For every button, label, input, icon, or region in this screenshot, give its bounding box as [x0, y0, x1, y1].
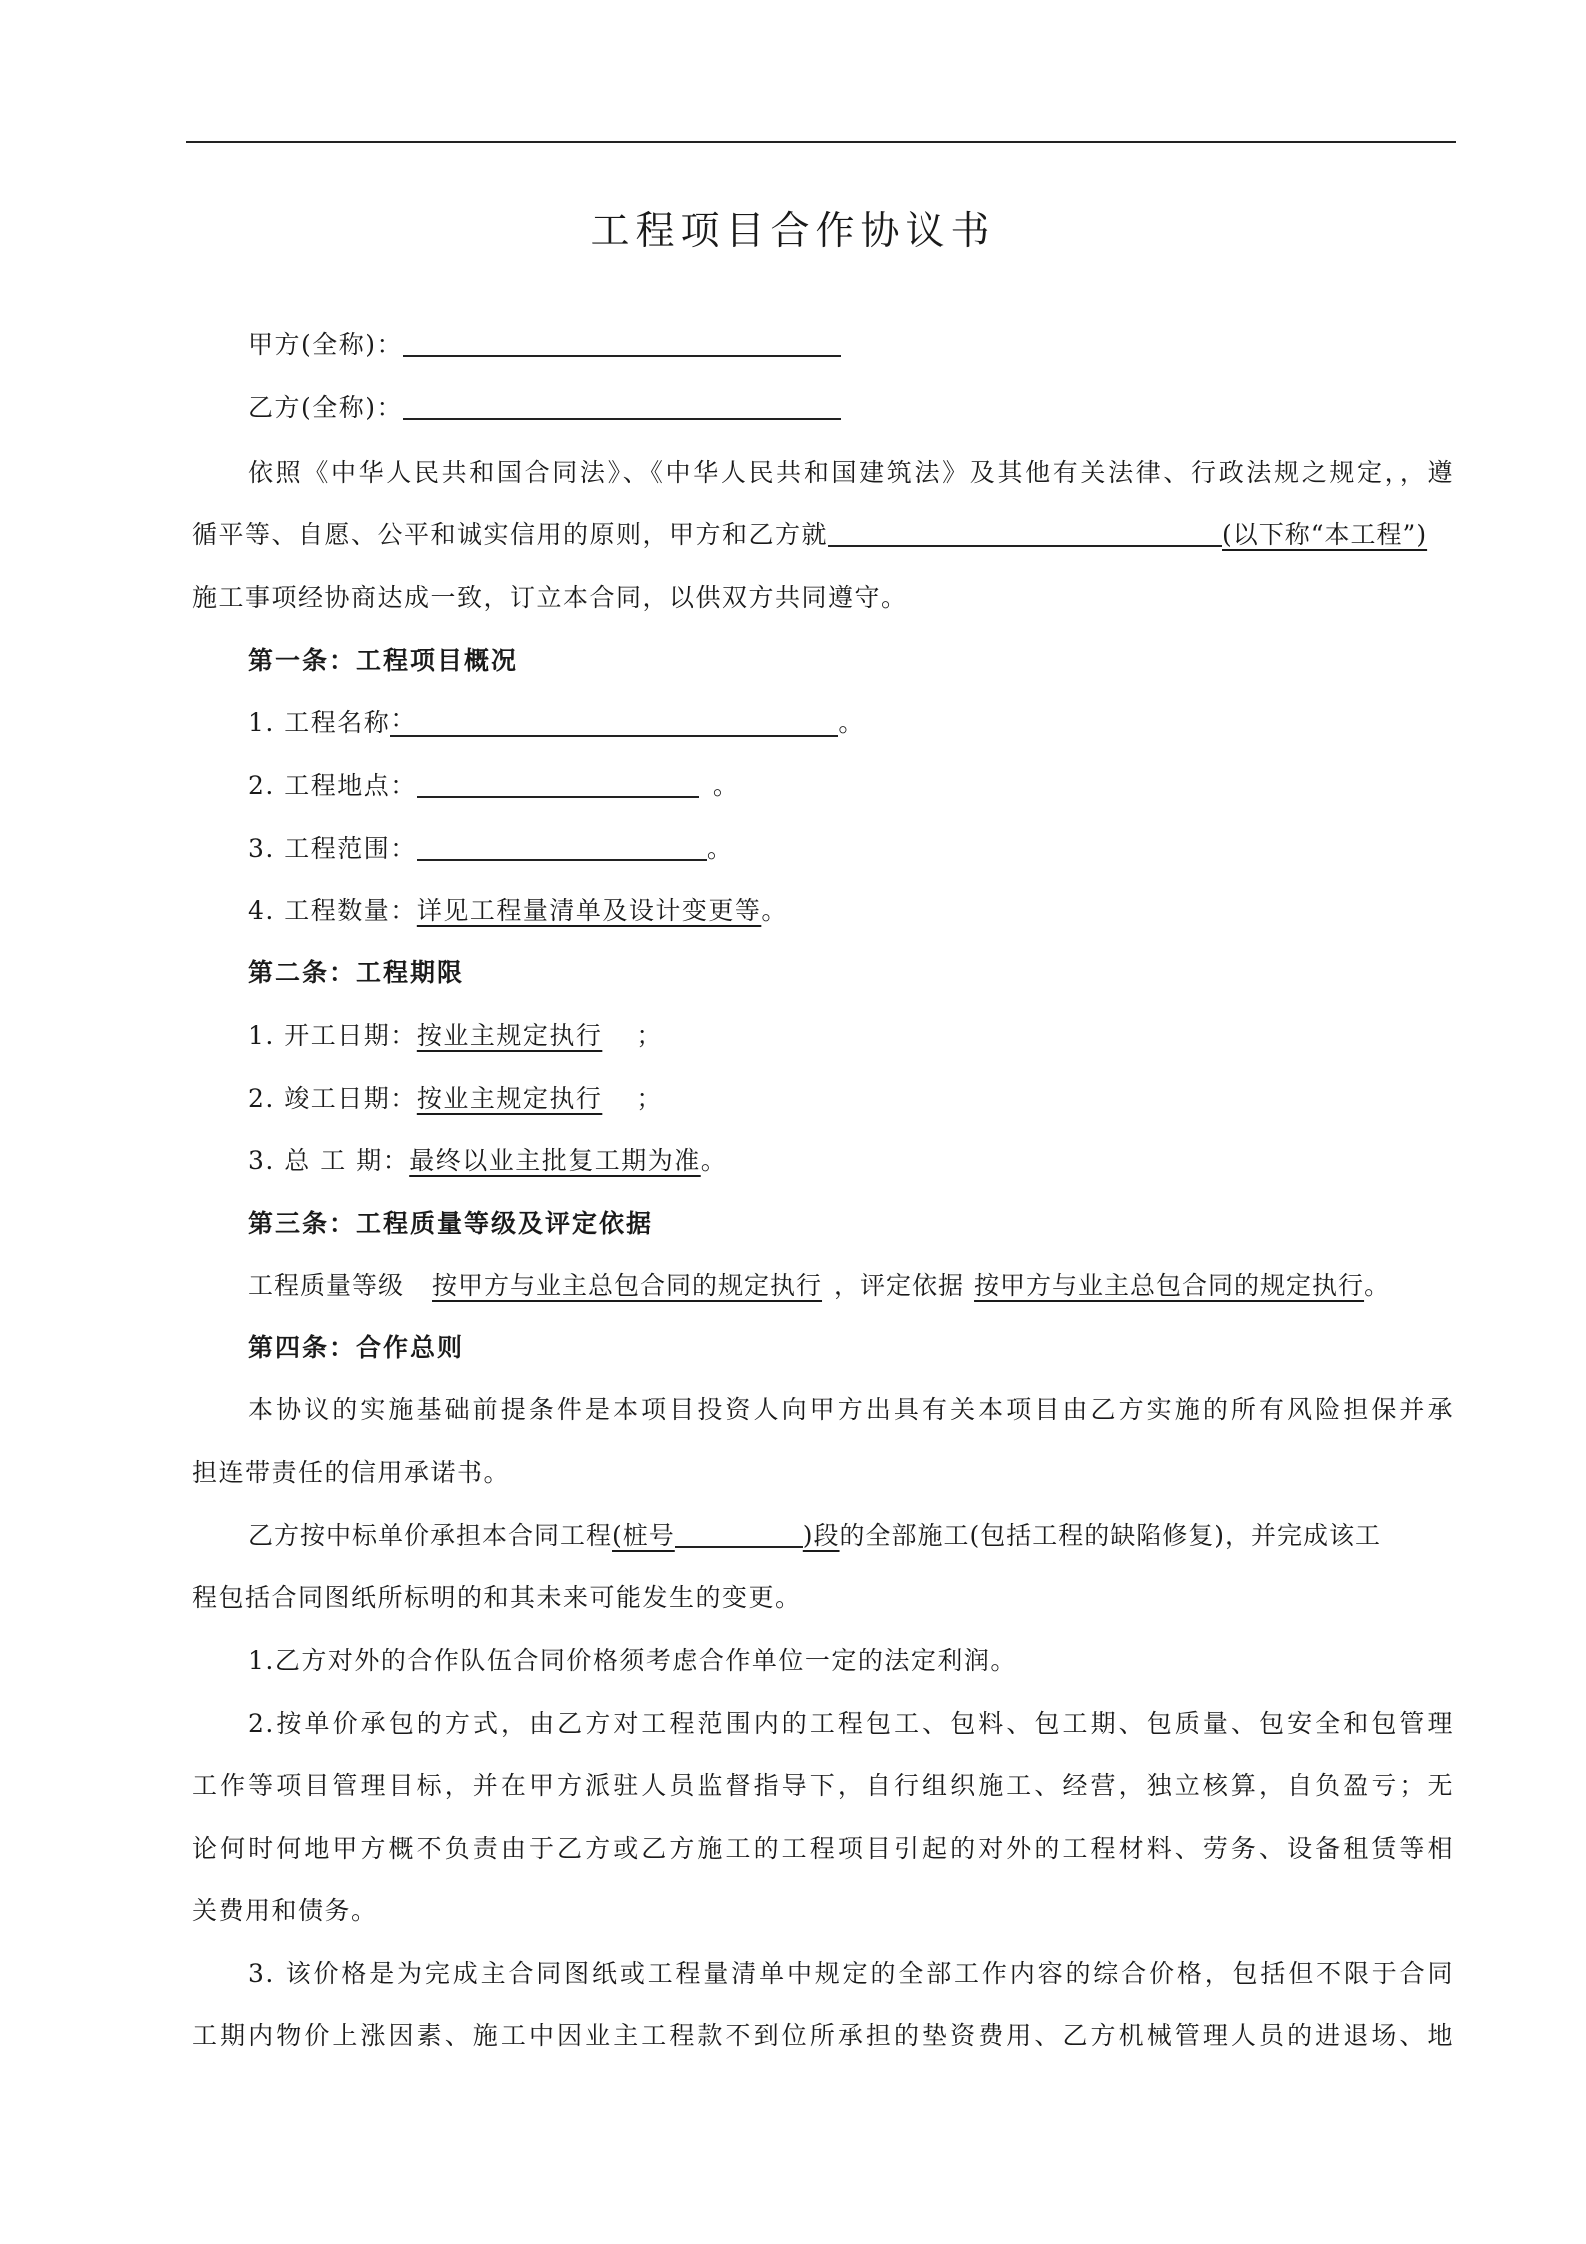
preamble-line-3: 施工事项经协商达成一致，订立本合同，以供双方共同遵守。: [192, 583, 908, 612]
article-3-body: 工程质量等级 按甲方与业主总包合同的规定执行 ，评定依据 按甲方与业主总包合同的规定执行。: [248, 1271, 1391, 1300]
article-3-heading: 第三条：工程质量等级及评定依据: [248, 1209, 654, 1238]
project-location-input[interactable]: [417, 770, 699, 798]
start-date-label: 1. 开工日期：: [248, 1021, 417, 1050]
project-name-field[interactable]: [828, 519, 1222, 547]
article-2-item-1: 1. 开工日期：按业主规定执行 ；: [248, 1021, 663, 1050]
article-2-heading: 第二条：工程期限: [248, 958, 465, 987]
project-scope-input[interactable]: [417, 833, 707, 861]
article-2-item-2: 2. 竣工日期：按业主规定执行 ；: [248, 1084, 663, 1113]
party-b-label: 乙方(全称)：: [248, 393, 404, 422]
project-scope-label: 3. 工程范围：: [248, 834, 417, 863]
assessment-basis-label: ，评定依据: [834, 1271, 965, 1300]
article-1-item-4: 4. 工程数量：详见工程量清单及设计变更等。: [248, 896, 788, 925]
article-1-item-2: 2. 工程地点： 。: [248, 771, 740, 800]
article-4-item-3-line-1: 3. 该价格是为完成主合同图纸或工程量清单中规定的全部工作内容的综合价格，包括但不限于合同: [248, 1959, 1454, 1988]
article-4-item-1: 1.乙方对外的合作队伍合同价格须考虑合作单位一定的法定利润。: [248, 1646, 1017, 1675]
article-4-item-2-line-4: 关费用和债务。: [192, 1896, 378, 1925]
article-4-heading: 第四条：合作总则: [248, 1333, 465, 1362]
party-a-field[interactable]: [403, 329, 841, 357]
article-4-p2-line-1: 乙方按中标单价承担本合同工程(桩号 )段的全部施工(包括工程的缺陷修复)，并完成该工: [248, 1521, 1382, 1550]
party-a-label: 甲方(全称)：: [248, 330, 404, 359]
article-1-item-3: 3. 工程范围： 。: [248, 834, 734, 863]
quality-grade-label: 工程质量等级: [248, 1271, 405, 1300]
completion-date-value: 按业主规定执行: [416, 1084, 603, 1113]
preamble-line-2: [192, 517, 1427, 553]
article-4-p1-line-2: 担连带责任的信用承诺书。: [192, 1458, 511, 1487]
document-title: 工程项目合作协议书: [590, 209, 996, 254]
stake-range-open: (桩号: [612, 1521, 675, 1550]
party-b-row: [248, 390, 841, 426]
preamble-line-2-prefix: 循平等、自愿、公平和诚实信用的原则，甲方和乙方就: [192, 520, 829, 549]
project-name-input[interactable]: ：: [390, 709, 838, 737]
completion-date-label: 2. 竣工日期：: [248, 1084, 417, 1113]
stake-range-field[interactable]: [675, 1520, 803, 1548]
project-name-label: 1. 工程名称: [248, 708, 391, 737]
article-4-p1-line-1: 本协议的实施基础前提条件是本项目投资人向甲方出具有关本项目由乙方实施的所有风险担保并承: [248, 1395, 1454, 1424]
article-4-item-2-line-2: 工作等项目管理目标，并在甲方派驻人员监督指导下，自行组织施工、经营，独立核算，自负盈亏；无: [192, 1771, 1454, 1800]
project-location-label: 2. 工程地点：: [248, 771, 417, 800]
party-a-row: [248, 327, 841, 363]
project-quantity-value: 详见工程量清单及设计变更等: [416, 896, 762, 925]
assessment-basis-value: 按甲方与业主总包合同的规定执行: [974, 1271, 1365, 1300]
article-2-item-3: 3. 总 工 期：最终以业主批复工期为准。: [248, 1146, 728, 1175]
total-duration-value: 最终以业主批复工期为准: [409, 1146, 701, 1175]
article-4-item-2-line-1: 2.按单价承包的方式，由乙方对工程范围内的工程包工、包料、包工期、包质量、包安全和包管理: [248, 1709, 1454, 1738]
stake-range-close: )段: [802, 1521, 840, 1550]
article-1-item-1: 1. 工程名称： 。: [248, 704, 865, 737]
party-b-field[interactable]: [403, 392, 841, 420]
article-4-p2-line-2: 程包括合同图纸所标明的和其未来可能发生的变更。: [192, 1583, 802, 1612]
article-4-item-2-line-3: 论何时何地甲方概不负责由于乙方或乙方施工的工程项目引起的对外的工程材料、劳务、设备租赁等相: [192, 1834, 1454, 1863]
header-rule: [186, 141, 1456, 143]
quality-grade-value: 按甲方与业主总包合同的规定执行: [432, 1271, 823, 1300]
article-4-item-3-line-2: 工期内物价上涨因素、施工中因业主工程款不到位所承担的垫资费用、乙方机械管理人员的进退场、地: [192, 2021, 1454, 2050]
preamble-line-1: 依照《中华人民共和国合同法》、《中华人民共和国建筑法》及其他有关法律、行政法规之规定，，遵: [248, 458, 1454, 487]
start-date-value: 按业主规定执行: [416, 1021, 603, 1050]
article-1-heading: 第一条：工程项目概况: [248, 646, 519, 675]
total-duration-label: 3. 总 工 期：: [248, 1146, 410, 1175]
project-quantity-label: 4. 工程数量：: [248, 896, 417, 925]
preamble-line-2-suffix: (以下称“本工程”): [1222, 520, 1428, 549]
